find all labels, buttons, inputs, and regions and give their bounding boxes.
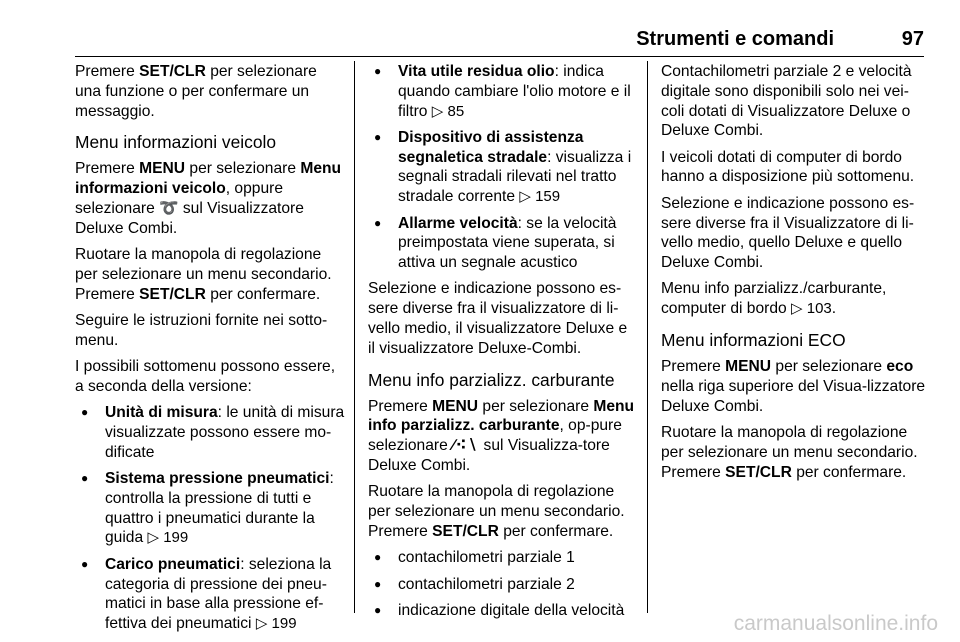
column-2 — [368, 62, 636, 627]
page-reference: ▷ 199 — [147, 529, 189, 547]
column-divider — [647, 61, 648, 613]
list-item: ● Vita utile residua olio: indica quando cambiare l'olio motore e il filtro ▷ 85 — [368, 62, 636, 121]
bullet-list — [368, 62, 636, 273]
paragraph: I possibili sottomenu possono essere, a seconda della versione: — [75, 358, 336, 395]
paragraph: Menu info parzializz./carburante, computer di bordo ▷ 103. — [661, 280, 887, 318]
paragraph: Premere SET/CLR per selezionare una funzione o per confermare un messaggio. — [75, 63, 317, 120]
paragraph: Selezione e indicazione possono es-sere diverse fra il visualizzatore di li-vello medio, il visualizzatore Deluxe e il visualizzatore Deluxe-Combi. — [368, 280, 628, 357]
page-header — [75, 26, 924, 52]
section-heading: Menu info parzializz. carburante — [368, 369, 615, 390]
page-reference: ▷ 199 — [255, 615, 297, 633]
list-item: ● contachilometri parziale 1 — [368, 548, 636, 568]
list-item: ● Unità di misura: le unità di misura visualizzate possono essere mo-dificate — [75, 403, 347, 462]
paragraph: Ruotare la manopola di regolazione per selezionare un menu secondario. Premere SET/CLR per confermare. — [75, 246, 332, 303]
list-item: ● contachilometri parziale 2 — [368, 575, 636, 595]
column-1 — [75, 62, 347, 640]
column-3 — [661, 62, 927, 489]
bullet-list — [368, 548, 636, 620]
list-item: ● Carico pneumatici: seleziona la categoria di pressione dei pneu-matici in base alla pressione ef-fettiva dei pneumatici ▷ 199 — [75, 555, 347, 634]
column-divider — [354, 61, 355, 613]
list-item: ● indicazione digitale della velocità — [368, 601, 636, 621]
section-heading: Menu informazioni veicolo — [75, 132, 277, 153]
car-info-icon: ➰ — [159, 199, 179, 217]
page-reference: ▷ 85 — [431, 102, 465, 120]
list-item: ● Sistema pressione pneumatici: controlla la pressione di tutti e quattro i pneumatici durante la guida ▷ 199 — [75, 469, 347, 548]
list-item: ● Allarme velocità: se la velocità preimpostata viene superata, si attiva un segnale acustico — [368, 214, 636, 273]
bullet-list — [75, 403, 347, 634]
paragraph: Premere MENU per selezionare Menu informazioni veicolo, oppure selezionare ➰ sul Visualizzatore Deluxe Combi. — [75, 160, 342, 237]
section-heading: Menu informazioni ECO — [661, 330, 846, 351]
fuel-trip-icon: ∕⁖∖ — [452, 437, 480, 455]
paragraph: Selezione e indicazione possono es-sere diverse fra il Visualizzatore di li-vello medio, quello Deluxe e quello Deluxe Combi. — [661, 194, 915, 272]
header-title: Strumenti e comandi — [636, 28, 834, 50]
paragraph: Premere MENU per selezionare Menu info parzializz. carburante, op-pure selezionare ∕⁖∖ sul Visualizza-tore Deluxe Combi. — [368, 397, 635, 475]
paragraph: Ruotare la manopola di regolazione per selezionare un menu secondario. Premere SET/CLR per confermare. — [368, 483, 625, 540]
paragraph: Ruotare la manopola di regolazione per selezionare un menu secondario. Premere SET/CLR per confermare. — [661, 423, 918, 481]
eco-icon: eco — [886, 358, 914, 376]
paragraph: Premere MENU per selezionare eco nella riga superiore del Visua-lizzatore Deluxe Combi. — [661, 358, 926, 415]
paragraph: Seguire le istruzioni fornite nei sotto-menu. — [75, 311, 328, 349]
header-rule — [75, 56, 924, 57]
page-reference: ▷ 103 — [791, 300, 832, 318]
watermark: carmanualsonline.info — [733, 612, 938, 635]
paragraph: I veicoli dotati di computer di bordo hanno a disposizione più sottomenu. — [661, 148, 915, 186]
paragraph: Contachilometri parziale 2 e velocità digitale sono disponibili solo nei vei-coli dotati di Visualizzatore Deluxe o Deluxe Combi. — [661, 63, 912, 140]
page-reference: ▷ 159 — [519, 188, 561, 206]
page-number: 97 — [901, 28, 924, 50]
list-item: ● Dispositivo di assistenza segnaletica stradale: visualizza i segnali stradali rilevati nel tratto stradale corrente ▷ 159 — [368, 128, 636, 207]
